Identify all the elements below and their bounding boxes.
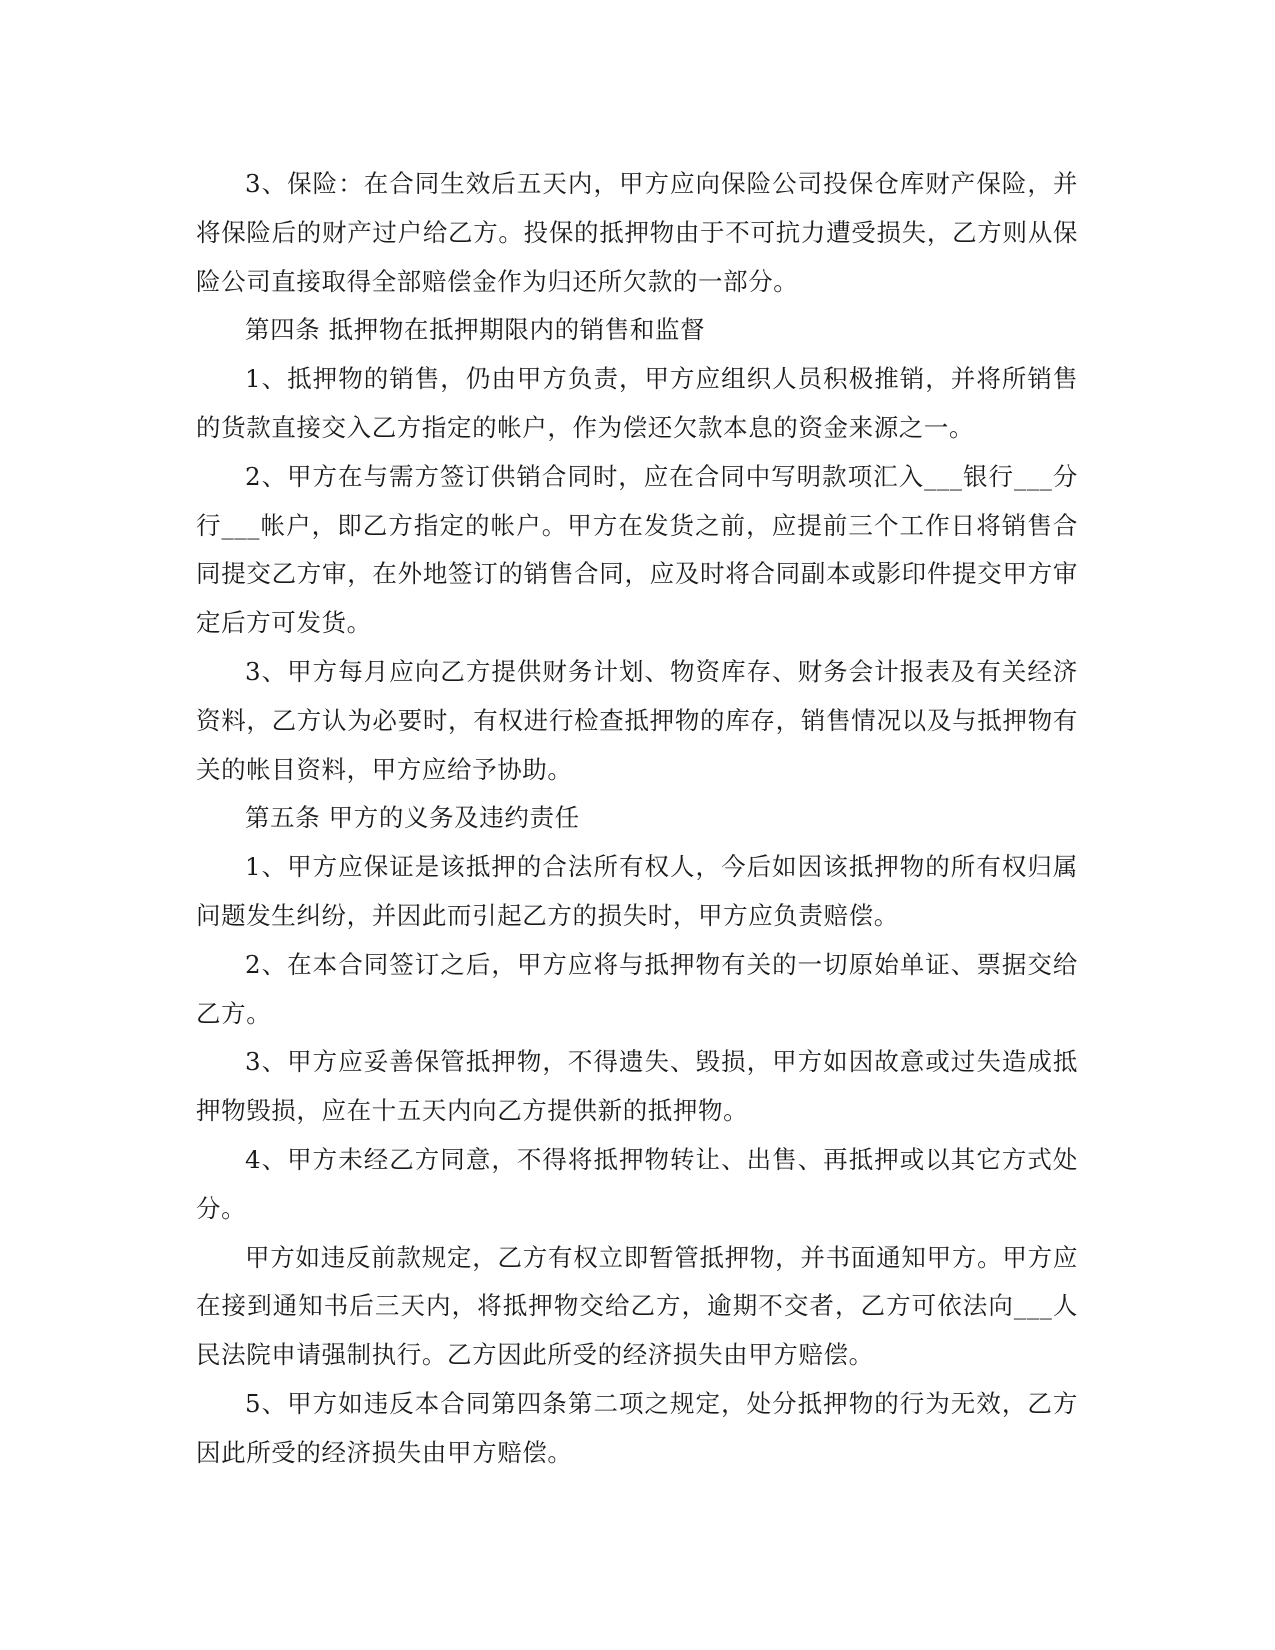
heading-article-5: 第五条 甲方的义务及违约责任 bbox=[245, 803, 580, 833]
paragraph-5-4: 4、甲方未经乙方同意，不得将抵押物转让、出售、再抵押或以其它方式处分。 bbox=[196, 1144, 1078, 1223]
paragraph-4-2: 2、甲方在与需方签订供销合同时，应在合同中写明款项汇入___银行___分行___帐户，即乙方指定的帐户。甲方在发货之前，应提前三个工作日将销售合同提交乙方审，在外地签订的销售合同，应及时将合同副本或影印件提交甲方审定后方可发货。 bbox=[196, 461, 1078, 638]
paragraph-5-1: 1、甲方应保证是该抵押的合法所有权人，今后如因该抵押物的所有权归属问题发生纠纷，并因此而引起乙方的损失时，甲方应负责赔偿。 bbox=[196, 852, 1078, 930]
paragraph-4-1: 1、抵押物的销售，仍由甲方负责，甲方应组织人员积极推销，并将所销售的货款直接交入乙方指定的帐户，作为偿还欠款本息的资金来源之一。 bbox=[196, 364, 1078, 442]
paragraph-5-3: 3、甲方应妥善保管抵押物，不得遗失、毁损，甲方如因故意或过失造成抵押物毁损，应在十五天内向乙方提供新的抵押物。 bbox=[196, 1047, 1078, 1126]
paragraph-4-3: 3、甲方每月应向乙方提供财务计划、物资库存、财务会计报表及有关经济资料，乙方认为必要时，有权进行检查抵押物的库存，销售情况以及与抵押物有关的帐目资料，甲方应给予协助。 bbox=[196, 656, 1078, 784]
paragraph-5-4-breach: 甲方如违反前款规定，乙方有权立即暂管抵押物，并书面通知甲方。甲方应在接到通知书后三天内，将抵押物交给乙方，逾期不交者，乙方可依法向___人民法院申请强制执行。乙方因此所受的经济损失由甲方赔偿。 bbox=[196, 1242, 1078, 1370]
paragraph-5-2: 2、在本合同签订之后，甲方应将与抵押物有关的一切原始单证、票据交给乙方。 bbox=[196, 949, 1078, 1028]
paragraph-5-5: 5、甲方如违反本合同第四条第二项之规定，处分抵押物的行为无效，乙方因此所受的经济损失由甲方赔偿。 bbox=[196, 1388, 1078, 1467]
document-body bbox=[196, 160, 1078, 1478]
paragraph-insurance: 3、保险：在合同生效后五天内，甲方应向保险公司投保仓库财产保险，并将保险后的财产过户给乙方。投保的抵押物由于不可抗力遭受损失，乙方则从保险公司直接取得全部赔偿金作为归还所欠款的一部分。 bbox=[196, 169, 1078, 296]
heading-article-4: 第四条 抵押物在抵押期限内的销售和监督 bbox=[245, 315, 706, 345]
